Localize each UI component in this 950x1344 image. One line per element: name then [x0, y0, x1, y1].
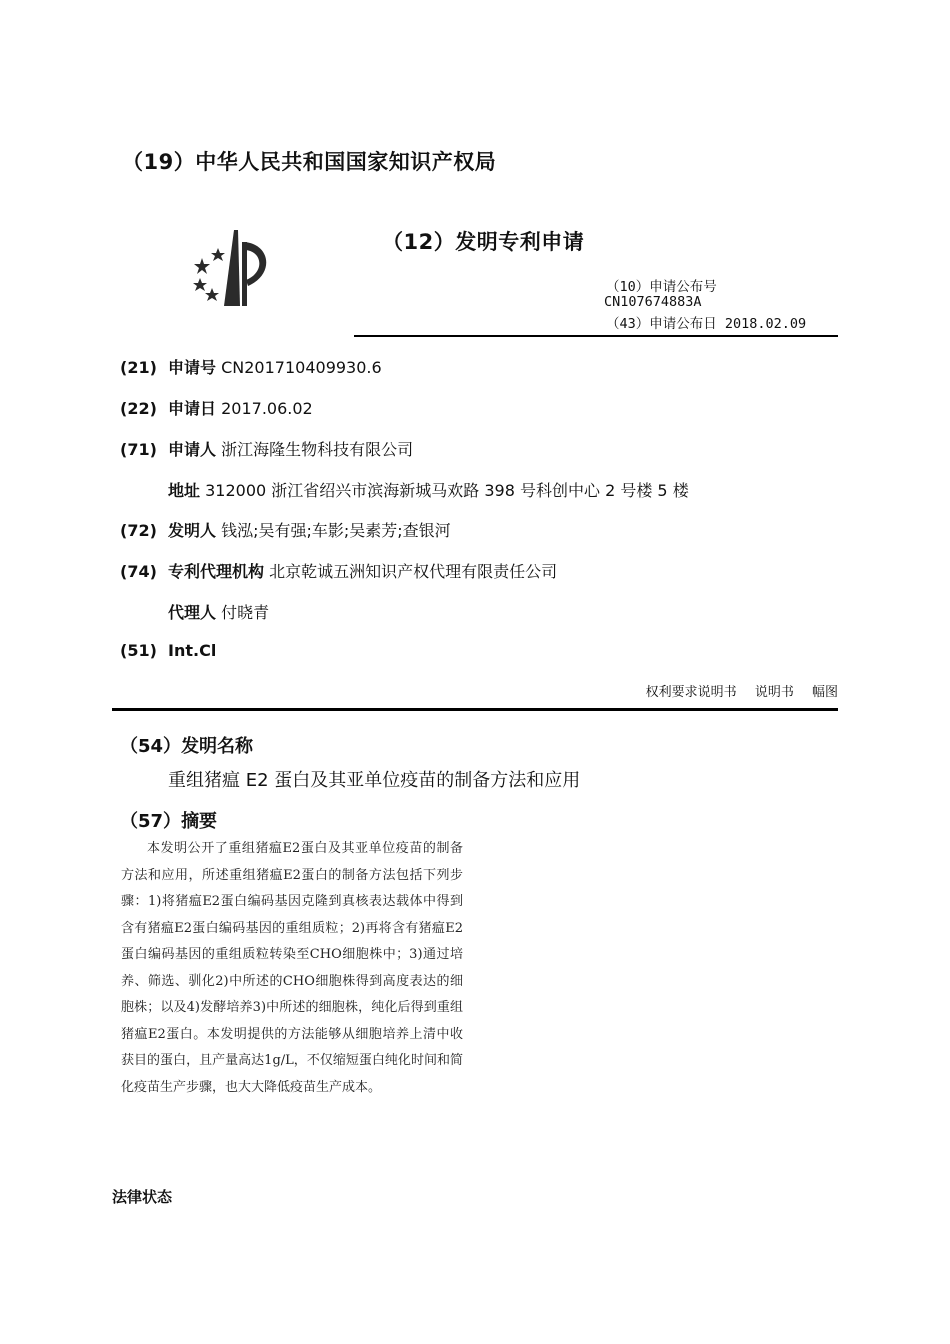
field-label: 发明人 [168, 521, 217, 540]
field-code: (22) [120, 399, 157, 418]
application-number-row [120, 355, 382, 378]
inventors-row [120, 518, 451, 541]
abstract-heading [120, 807, 217, 833]
agent-row [168, 600, 269, 623]
application-number: CN201710409930.6 [221, 358, 382, 377]
field-label: 申请日 [168, 399, 217, 418]
field-label: 申请号 [168, 358, 217, 377]
field-code: (21) [120, 358, 157, 377]
field-label: 申请人 [168, 440, 217, 459]
cnipa-logo [178, 222, 286, 314]
address-row [168, 478, 689, 501]
agency: 北京乾诚五洲知识产权代理有限责任公司 [269, 562, 558, 581]
application-date: 2017.06.02 [221, 399, 313, 418]
agency-row [120, 559, 557, 582]
inventors: 钱泓;吴有强;车影;吴素芳;查银河 [221, 521, 451, 540]
field-code: (74) [120, 562, 157, 581]
abstract-text: 本发明公开了重组猪瘟E2蛋白及其亚单位疫苗的制备方法和应用，所述重组猪瘟E2蛋白的制备方法包括下列步骤：1)将猪瘟E2蛋白编码基因克隆到真核表达载体中得到含有猪瘟E2蛋白编码基因的重组质粒；2)再将含有猪瘟E2蛋白编码基因的重组质粒转染至CHO细胞株中；3)通过培养、筛选、驯化2)中所述的CHO细胞株得到高度表达的细胞株；以及4)发酵培养3)中所述的细胞株，纯化后得到重组猪瘟E2蛋白。本发明提供的方法能够从细胞培养上清中收获目的蛋白，且产量高达1g/L，不仅缩短蛋白纯化时间和简化疫苗生产步骤，也大大降低疫苗生产成本。 [121, 841, 463, 1095]
link-claims[interactable]: 权利要求说明书 [645, 685, 737, 700]
field-label: 代理人 [168, 603, 217, 622]
field-label: 专利代理机构 [168, 562, 265, 581]
legal-status-heading: 法律状态 [112, 1188, 173, 1206]
field-code: (71) [120, 440, 157, 459]
field-label: 地址 [168, 481, 201, 500]
invention-title: 重组猪瘟 E2 蛋白及其亚单位疫苗的制备方法和应用 [168, 770, 581, 791]
document-type: （12）发明专利申请 [382, 230, 585, 254]
publication-number: CN107674883A [604, 294, 702, 310]
publication-date: （43）申请公布日 2018.02.09 [606, 316, 807, 332]
header-divider [354, 335, 838, 337]
section-divider [112, 708, 838, 711]
section-label: 摘要 [181, 811, 218, 832]
link-figures[interactable]: 幅图 [811, 685, 838, 700]
application-date-row [120, 396, 313, 419]
title-section-heading [120, 732, 253, 758]
intcl-row [120, 641, 216, 660]
document-links [632, 681, 838, 700]
section-code: （54） [120, 736, 182, 757]
field-code: (72) [120, 521, 157, 540]
office-title: （19）中华人民共和国国家知识产权局 [122, 150, 497, 174]
field-code: (51) [120, 641, 157, 660]
section-label: 发明名称 [181, 736, 254, 757]
applicant-row [120, 437, 413, 460]
link-description[interactable]: 说明书 [754, 685, 794, 700]
applicant: 浙江海隆生物科技有限公司 [221, 440, 414, 459]
agent: 付晓青 [221, 603, 270, 622]
field-label: Int.Cl [168, 641, 217, 660]
section-code: （57） [120, 811, 182, 832]
address: 312000 浙江省绍兴市滨海新城马欢路 398 号科创中心 2 号楼 5 楼 [205, 481, 689, 500]
publication-number-label: （10）申请公布号 [606, 279, 717, 295]
